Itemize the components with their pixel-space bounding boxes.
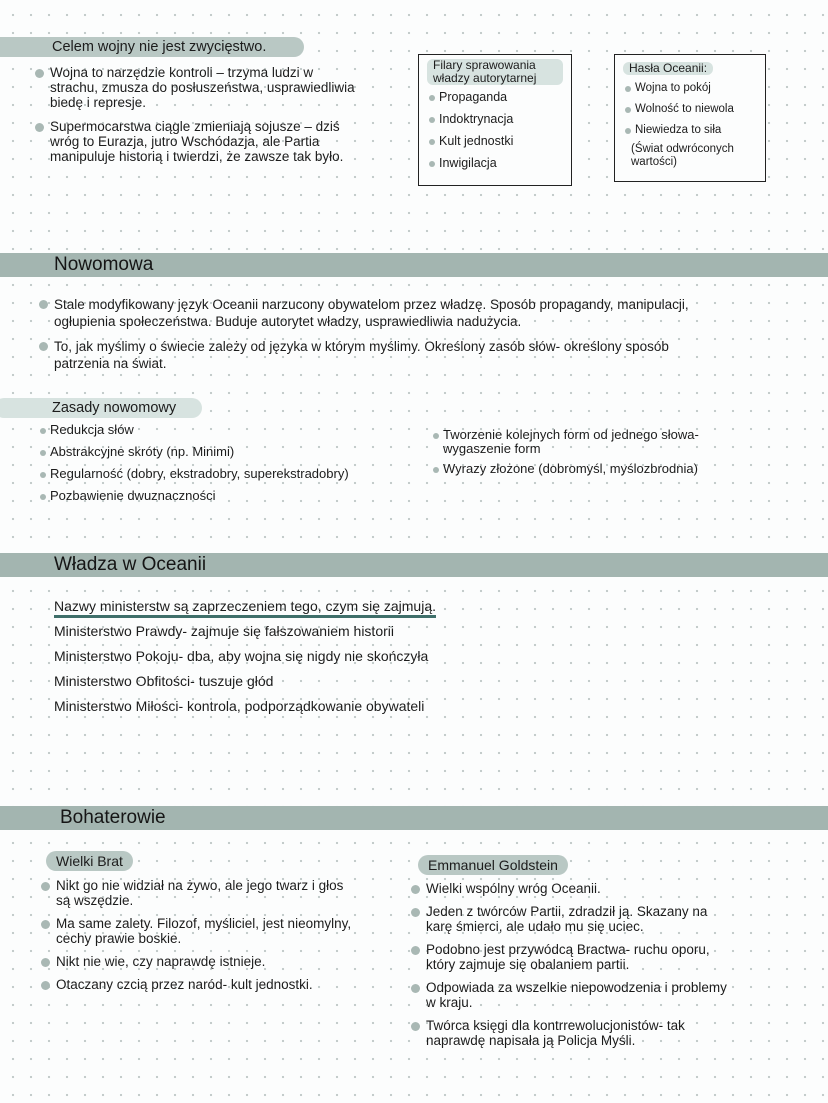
list-item: Redukcja słów xyxy=(38,423,418,437)
list-item: Twórca księgi dla kontrrewolucjonistów- tak naprawdę napisała ją Policja Myśli. xyxy=(410,1018,730,1048)
intro-bullets xyxy=(34,65,364,164)
section-title-heroes: Bohaterowie xyxy=(60,807,166,828)
list-item: Wojna to narzędzie kontroli – trzyma ludzi w strachu, zmusza do posłuszeństwa, usprawiedliwia biedę i represje. xyxy=(34,65,364,110)
list-item: Odpowiada za wszelkie niepowodzenia i problemy w kraju. xyxy=(410,980,730,1010)
list-item: Wyrazy złożone (dobromyśl, myślozbrodnia) xyxy=(431,462,731,476)
list-item: Supermocarstwa ciągle zmieniają sojusze – dziś wróg to Eurazja, jutro Wschódazja, ale Partia manipuluje historią i twierdzi, że zawsze tak było. xyxy=(34,119,364,164)
list-item: Wielki wspólny wróg Oceanii. xyxy=(410,881,730,896)
big-brother-bullets xyxy=(40,878,360,992)
list-item: Indoktrynacja xyxy=(427,112,563,126)
list-item: Pozbawienie dwuznaczności xyxy=(38,489,418,503)
pillars-box xyxy=(418,54,572,186)
pillars-box-title: Filary sprawowania władzy autorytarnej xyxy=(427,59,563,85)
slogans-note: (Świat odwróconych wartości) xyxy=(631,143,734,168)
list-item: Niewiedza to siła xyxy=(623,123,757,137)
list-item: Wolność to niewola xyxy=(623,102,757,116)
newspeak-rules-left xyxy=(38,423,418,503)
section-title-newspeak: Nowomowa xyxy=(54,254,154,275)
goldstein-heading: Emmanuel Goldstein xyxy=(418,855,568,875)
ministry-love: Ministerstwo Miłości- kontrola, podporządkowanie obywateli xyxy=(54,698,425,714)
newspeak-bullets xyxy=(38,296,698,372)
slogans-box-title: Hasła Oceanii: xyxy=(623,62,713,75)
list-item: Podobno jest przywódcą Bractwa- ruchu oporu, który zajmuje się obalaniem partii. xyxy=(410,942,730,972)
newspeak-rules-heading: Zasady nowomowy xyxy=(0,398,202,418)
big-brother-heading: Wielki Brat xyxy=(46,851,133,871)
list-item: Kult jednostki xyxy=(427,134,563,148)
list-item: Wojna to pokój xyxy=(623,81,757,95)
slogans-box xyxy=(614,54,766,182)
section-title-power: Władza w Oceanii xyxy=(54,554,207,575)
list-item: Nikt go nie widział na żywo, ale jego twarz i głos są wszędzie. xyxy=(40,878,360,908)
power-subheading-text: Nazwy ministerstw są zaprzeczeniem tego, czym się zajmują. xyxy=(54,597,436,618)
slogans-list xyxy=(623,81,757,137)
pillars-list xyxy=(427,90,563,170)
list-item: Tworzenie kolejnych form od jednego słowa- wygaszenie form xyxy=(431,428,731,456)
list-item: Stale modyfikowany język Oceanii narzucony obywatelom przez władzę. Sposób propagandy, manipulacji, ogłupienia społeczeństwa. Buduje autorytet władzy, usprawiedliwia nadużycia. xyxy=(38,296,698,330)
power-subheading xyxy=(54,597,436,618)
ministry-plenty: Ministerstwo Obfitości- tuszuje głód xyxy=(54,673,274,689)
goldstein-bullets xyxy=(410,881,730,1048)
ministry-truth: Ministerstwo Prawdy- zajmuje się fałszowaniem historii xyxy=(54,623,394,639)
list-item: Otaczany czcią przez naród- kult jednostki. xyxy=(40,977,360,992)
ministry-peace: Ministerstwo Pokoju- dba, aby wojna się nigdy nie skończyła xyxy=(54,648,429,664)
newspeak-rules-right xyxy=(431,428,731,476)
list-item: Ma same zalety. Filozof, myśliciel, jest nieomylny, cechy prawie boskie. xyxy=(40,916,360,946)
list-item: Inwigilacja xyxy=(427,156,563,170)
list-item: Jeden z twórców Partii, zdradził ją. Skazany na karę śmierci, ale udało mu się uciec. xyxy=(410,904,730,934)
list-item: Abstrakcyjne skróty (np. Minimi) xyxy=(38,445,418,459)
intro-heading: Celem wojny nie jest zwycięstwo. xyxy=(0,37,304,57)
list-item: Regularność (dobry, ekstradobry, superekstradobry) xyxy=(38,467,418,481)
list-item: To, jak myślimy o świecie zależy od języka w którym myślimy. Określony zasób słów- określony sposób patrzenia na świat. xyxy=(38,338,698,372)
list-item: Nikt nie wie, czy naprawdę istnieje. xyxy=(40,954,360,969)
list-item: Propaganda xyxy=(427,90,563,104)
